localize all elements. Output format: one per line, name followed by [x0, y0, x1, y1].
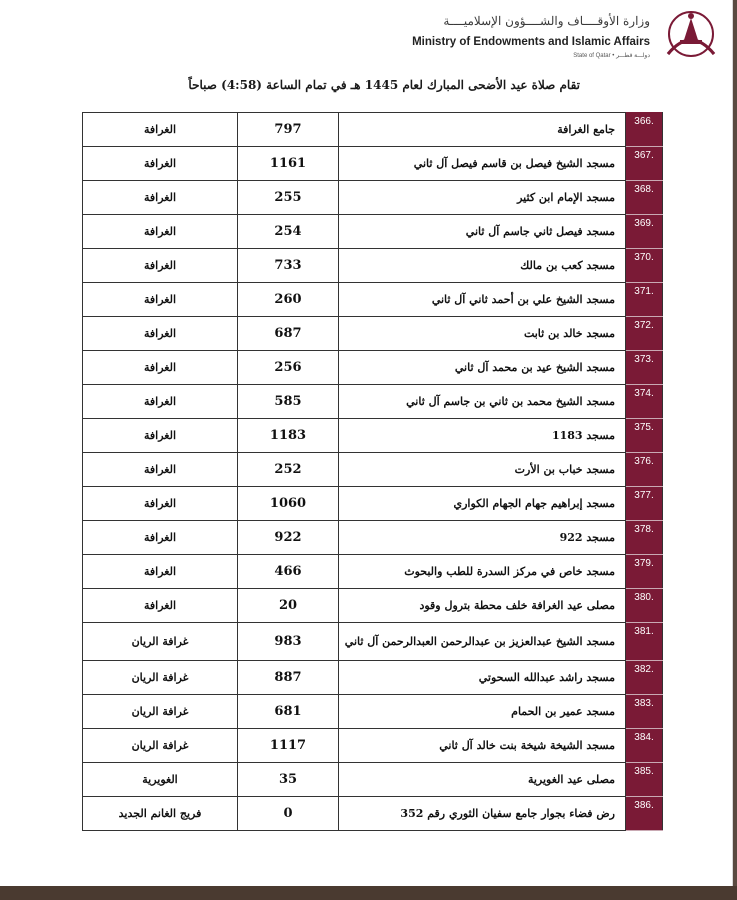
row-number-cell: 383. — [626, 695, 663, 729]
area-cell: الغرافة — [83, 215, 238, 249]
table-row — [83, 147, 663, 181]
row-number-cell: 385. — [626, 763, 663, 797]
capacity-cell: 1117 — [238, 729, 339, 763]
area-cell: الغرافة — [83, 147, 238, 181]
capacity-cell: 1183 — [238, 419, 339, 453]
area-cell: الغرافة — [83, 487, 238, 521]
mosque-name-cell: مسجد فيصل ثاني جاسم آل ثاني — [339, 215, 626, 249]
capacity-cell: 983 — [238, 623, 339, 661]
row-number-cell: 382. — [626, 661, 663, 695]
mosque-name-cell: مسجد الشيخ فيصل بن قاسم فيصل آل ثاني — [339, 147, 626, 181]
mosque-name-cell: مسجد خالد بن ثابت — [339, 317, 626, 351]
ministry-header — [412, 4, 730, 66]
row-number-cell: 375. — [626, 419, 663, 453]
row-number-cell: 384. — [626, 729, 663, 763]
mosque-name-cell: مسجد الإمام ابن كثير — [339, 181, 626, 215]
capacity-cell: 255 — [238, 181, 339, 215]
mosque-name-cell: مسجد الشيخ علي بن أحمد ثاني آل ثاني — [339, 283, 626, 317]
row-number-cell: 381. — [626, 623, 663, 661]
prayer-time-announcement: تقام صلاة عيد الأضحى المبارك لعام 1445 هـ في تمام الساعة (4:58) صباحاً — [188, 78, 580, 92]
table-row — [83, 351, 663, 385]
capacity-cell: 922 — [238, 521, 339, 555]
row-number-cell: 366. — [626, 113, 663, 147]
bottom-edge — [0, 886, 737, 900]
capacity-cell: 733 — [238, 249, 339, 283]
mosque-name-cell: رض فضاء بجوار جامع سفيان الثوري رقم 352 — [339, 797, 626, 831]
table-row — [83, 695, 663, 729]
row-number-cell: 386. — [626, 797, 663, 831]
mosque-table — [82, 112, 663, 831]
table-row — [83, 419, 663, 453]
area-cell: الغرافة — [83, 113, 238, 147]
table-row — [83, 385, 663, 419]
area-cell: الغرافة — [83, 385, 238, 419]
capacity-cell: 797 — [238, 113, 339, 147]
table-row — [83, 763, 663, 797]
mosque-name-cell: مسجد الشيخة شيخة بنت خالد آل ثاني — [339, 729, 626, 763]
mosque-name-cell: مسجد عمير بن الحمام — [339, 695, 626, 729]
row-number-cell: 377. — [626, 487, 663, 521]
mosque-name-cell: مسجد الشيخ عيد بن محمد آل ثاني — [339, 351, 626, 385]
area-cell: الغرافة — [83, 181, 238, 215]
row-number-cell: 371. — [626, 283, 663, 317]
table-row — [83, 487, 663, 521]
mosque-name-cell: مسجد 922 — [339, 521, 626, 555]
table-row — [83, 661, 663, 695]
table-row — [83, 283, 663, 317]
capacity-cell: 681 — [238, 695, 339, 729]
mosque-name-cell: مسجد راشد عبدالله السحوتي — [339, 661, 626, 695]
mosque-name-cell: مسجد الشيخ محمد بن ثاني بن جاسم آل ثاني — [339, 385, 626, 419]
area-cell: الغويرية — [83, 763, 238, 797]
capacity-cell: 585 — [238, 385, 339, 419]
capacity-cell: 20 — [238, 589, 339, 623]
capacity-cell: 254 — [238, 215, 339, 249]
mosque-name-cell: مسجد الشيخ عبدالعزيز بن عبدالرحمن العبدالرحمن آل ثاني — [339, 623, 626, 661]
row-number-cell: 367. — [626, 147, 663, 181]
area-cell: الغرافة — [83, 521, 238, 555]
area-cell: الغرافة — [83, 351, 238, 385]
capacity-cell: 1060 — [238, 487, 339, 521]
table-row — [83, 729, 663, 763]
area-cell: غرافة الريان — [83, 661, 238, 695]
table-row — [83, 521, 663, 555]
capacity-cell: 0 — [238, 797, 339, 831]
table-row — [83, 113, 663, 147]
table-row — [83, 317, 663, 351]
mosque-name-cell: مصلى عيد الغويرية — [339, 763, 626, 797]
capacity-cell: 35 — [238, 763, 339, 797]
mosque-name-cell: مسجد خباب بن الأرت — [339, 453, 626, 487]
mosque-name-cell: مسجد 1183 — [339, 419, 626, 453]
table-row — [83, 589, 663, 623]
qatar-emblem-icon — [656, 6, 726, 64]
area-cell: غرافة الريان — [83, 623, 238, 661]
capacity-cell: 687 — [238, 317, 339, 351]
row-number-cell: 379. — [626, 555, 663, 589]
area-cell: الغرافة — [83, 555, 238, 589]
mosque-name-cell: مصلى عيد الغرافة خلف محطة بترول وقود — [339, 589, 626, 623]
row-number-cell: 372. — [626, 317, 663, 351]
capacity-cell: 1161 — [238, 147, 339, 181]
capacity-cell: 887 — [238, 661, 339, 695]
mosque-name-cell: مسجد كعب بن مالك — [339, 249, 626, 283]
row-number-cell: 369. — [626, 215, 663, 249]
capacity-cell: 466 — [238, 555, 339, 589]
row-number-cell: 380. — [626, 589, 663, 623]
area-cell: الغرافة — [83, 453, 238, 487]
row-number-cell: 376. — [626, 453, 663, 487]
mosque-name-cell: مسجد إبراهيم جهام الجهام الكواري — [339, 487, 626, 521]
area-cell: فريج الغانم الجديد — [83, 797, 238, 831]
row-number-cell: 368. — [626, 181, 663, 215]
row-number-cell: 378. — [626, 521, 663, 555]
capacity-cell: 260 — [238, 283, 339, 317]
table-row — [83, 797, 663, 831]
area-cell: الغرافة — [83, 283, 238, 317]
capacity-cell: 256 — [238, 351, 339, 385]
row-number-cell: 373. — [626, 351, 663, 385]
ministry-name-arabic: وزارة الأوقــــاف والشــــؤون الإسلاميــــة — [443, 14, 650, 28]
state-of-qatar-line: State of Qatar • دولـــة قطـــر — [573, 53, 650, 59]
ministry-name-english: Ministry of Endowments and Islamic Affairs — [412, 36, 650, 48]
table-row — [83, 623, 663, 661]
area-cell: غرافة الريان — [83, 729, 238, 763]
area-cell: الغرافة — [83, 249, 238, 283]
mosque-name-cell: مسجد خاص في مركز السدرة للطب والبحوث — [339, 555, 626, 589]
area-cell: الغرافة — [83, 419, 238, 453]
row-number-cell: 374. — [626, 385, 663, 419]
capacity-cell: 252 — [238, 453, 339, 487]
area-cell: الغرافة — [83, 317, 238, 351]
table-row — [83, 555, 663, 589]
table-row — [83, 249, 663, 283]
table-row — [83, 453, 663, 487]
table-row — [83, 215, 663, 249]
row-number-cell: 370. — [626, 249, 663, 283]
area-cell: غرافة الريان — [83, 695, 238, 729]
mosque-name-cell: جامع الغرافة — [339, 113, 626, 147]
table-row — [83, 181, 663, 215]
area-cell: الغرافة — [83, 589, 238, 623]
